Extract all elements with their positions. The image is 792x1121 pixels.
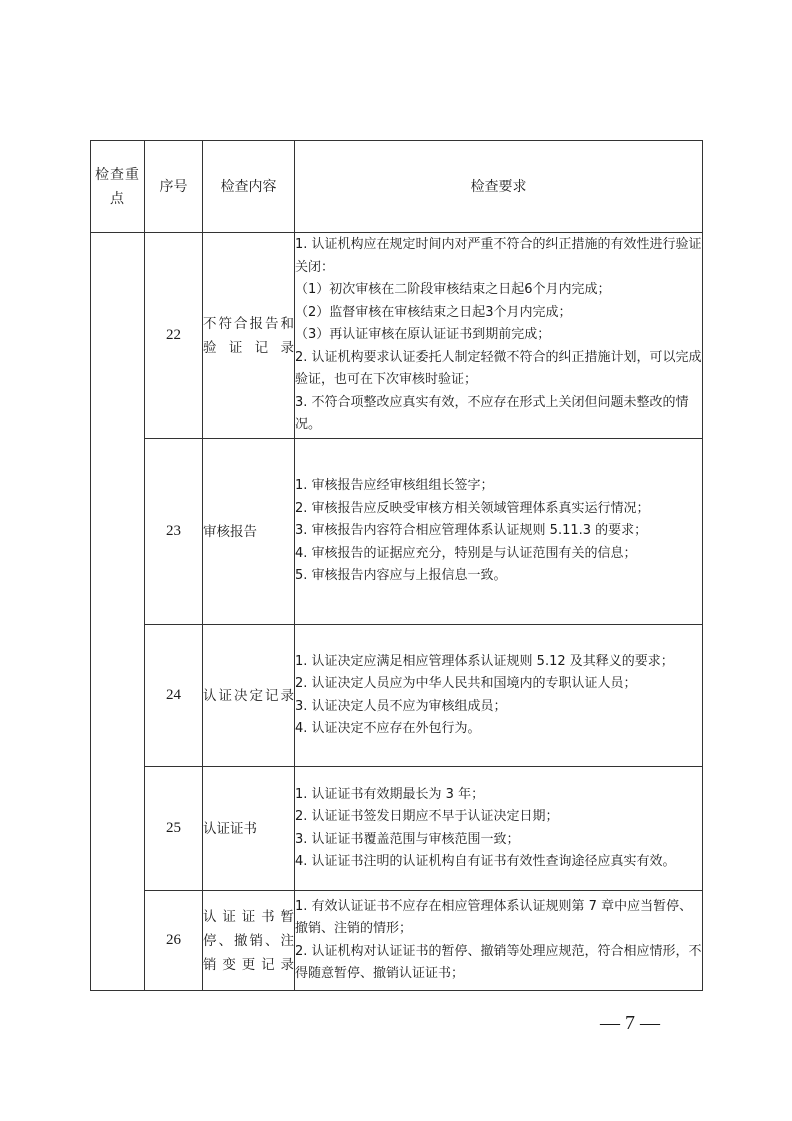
table-row: [91, 625, 703, 767]
requirement-line: 5. 审核报告内容应与上报信息一致。: [295, 568, 507, 584]
requirement-line: 2. 认证决定人员应为中华人民共和国境内的专职认证人员；: [295, 676, 637, 691]
page-number: — 7 —: [600, 1012, 660, 1034]
row-content: 不符合报告和验证记录: [203, 233, 295, 439]
requirement-line: 1. 认证证书有效期最长为 3 年；: [295, 786, 485, 802]
table-row: [91, 439, 703, 625]
requirement-line: 2. 认证机构对认证证书的暂停、撤销等处理应规范，符合相应情形，不得随意暂停、撤销认证证书；: [295, 943, 702, 981]
table-row: [91, 233, 703, 439]
row-requirements: [295, 439, 703, 625]
row-num: 26: [145, 891, 203, 991]
requirement-line: 1. 有效认证证书不应存在相应管理体系认证规则第 7 章中应当暂停、撤销、注销的情形；: [295, 898, 693, 936]
row-requirements: [295, 891, 703, 991]
table-row: [91, 767, 703, 891]
requirement-line: 2. 认证机构要求认证委托人制定轻微不符合的纠正措施计划，可以完成验证，也可在下次审核时验证；: [295, 349, 702, 388]
requirement-line: 1. 审核报告应经审核组组长签字；: [295, 478, 494, 494]
header-content: 检查内容: [203, 141, 295, 233]
row-requirements: [295, 625, 703, 767]
header-key: 检查重点: [91, 141, 145, 233]
requirement-line: （1）初次审核在二阶段审核结束之日起6个月内完成；: [295, 282, 611, 298]
row-num: 25: [145, 767, 203, 891]
requirement-line: 4. 认证证书注明的认证机构自有证书有效性查询途径应真实有效。: [295, 854, 676, 869]
key-cell: [91, 233, 145, 991]
header-requirements: 检查要求: [295, 141, 703, 233]
row-content: 审核报告: [203, 439, 295, 625]
row-requirements: [295, 233, 703, 439]
requirement-line: 1. 认证决定应满足相应管理体系认证规则 5.12 及其释义的要求；: [295, 653, 674, 669]
requirement-line: 3. 不符合项整改应真实有效，不应存在形式上关闭但问题未整改的情况。: [295, 394, 689, 433]
header-num: 序号: [145, 141, 203, 233]
requirement-line: 3. 认证证书覆盖范围与审核范围一致；: [295, 831, 520, 847]
requirement-line: （3）再认证审核在原认证证书到期前完成；: [295, 327, 551, 343]
row-content: 认证决定记录: [203, 625, 295, 767]
row-content: 认证证书: [203, 767, 295, 891]
requirement-line: （2）监督审核在审核结束之日起3个月内完成；: [295, 304, 572, 320]
row-num: 24: [145, 625, 203, 767]
row-content: 认证证书暂停、撤销、注销变更记录: [203, 891, 295, 991]
requirement-line: 2. 认证证书签发日期应不早于认证决定日期；: [295, 809, 559, 824]
table-row: [91, 891, 703, 991]
row-requirements: [295, 767, 703, 891]
requirement-line: 1. 认证机构应在规定时间内对严重不符合的纠正措施的有效性进行验证关闭：: [295, 237, 702, 275]
row-num: 23: [145, 439, 203, 625]
header-row: [91, 141, 703, 233]
requirement-line: 4. 认证决定不应存在外包行为。: [295, 721, 481, 736]
requirement-line: 3. 认证决定人员不应为审核组成员；: [295, 698, 507, 714]
requirement-line: 3. 审核报告内容符合相应管理体系认证规则 5.11.3 的要求；: [295, 523, 648, 539]
requirement-line: 2. 审核报告应反映受审核方相关领域管理体系真实运行情况；: [295, 500, 650, 516]
row-num: 22: [145, 233, 203, 439]
requirement-line: 4. 审核报告的证据应充分，特别是与认证范围有关的信息；: [295, 545, 637, 561]
inspection-table: [90, 140, 703, 991]
